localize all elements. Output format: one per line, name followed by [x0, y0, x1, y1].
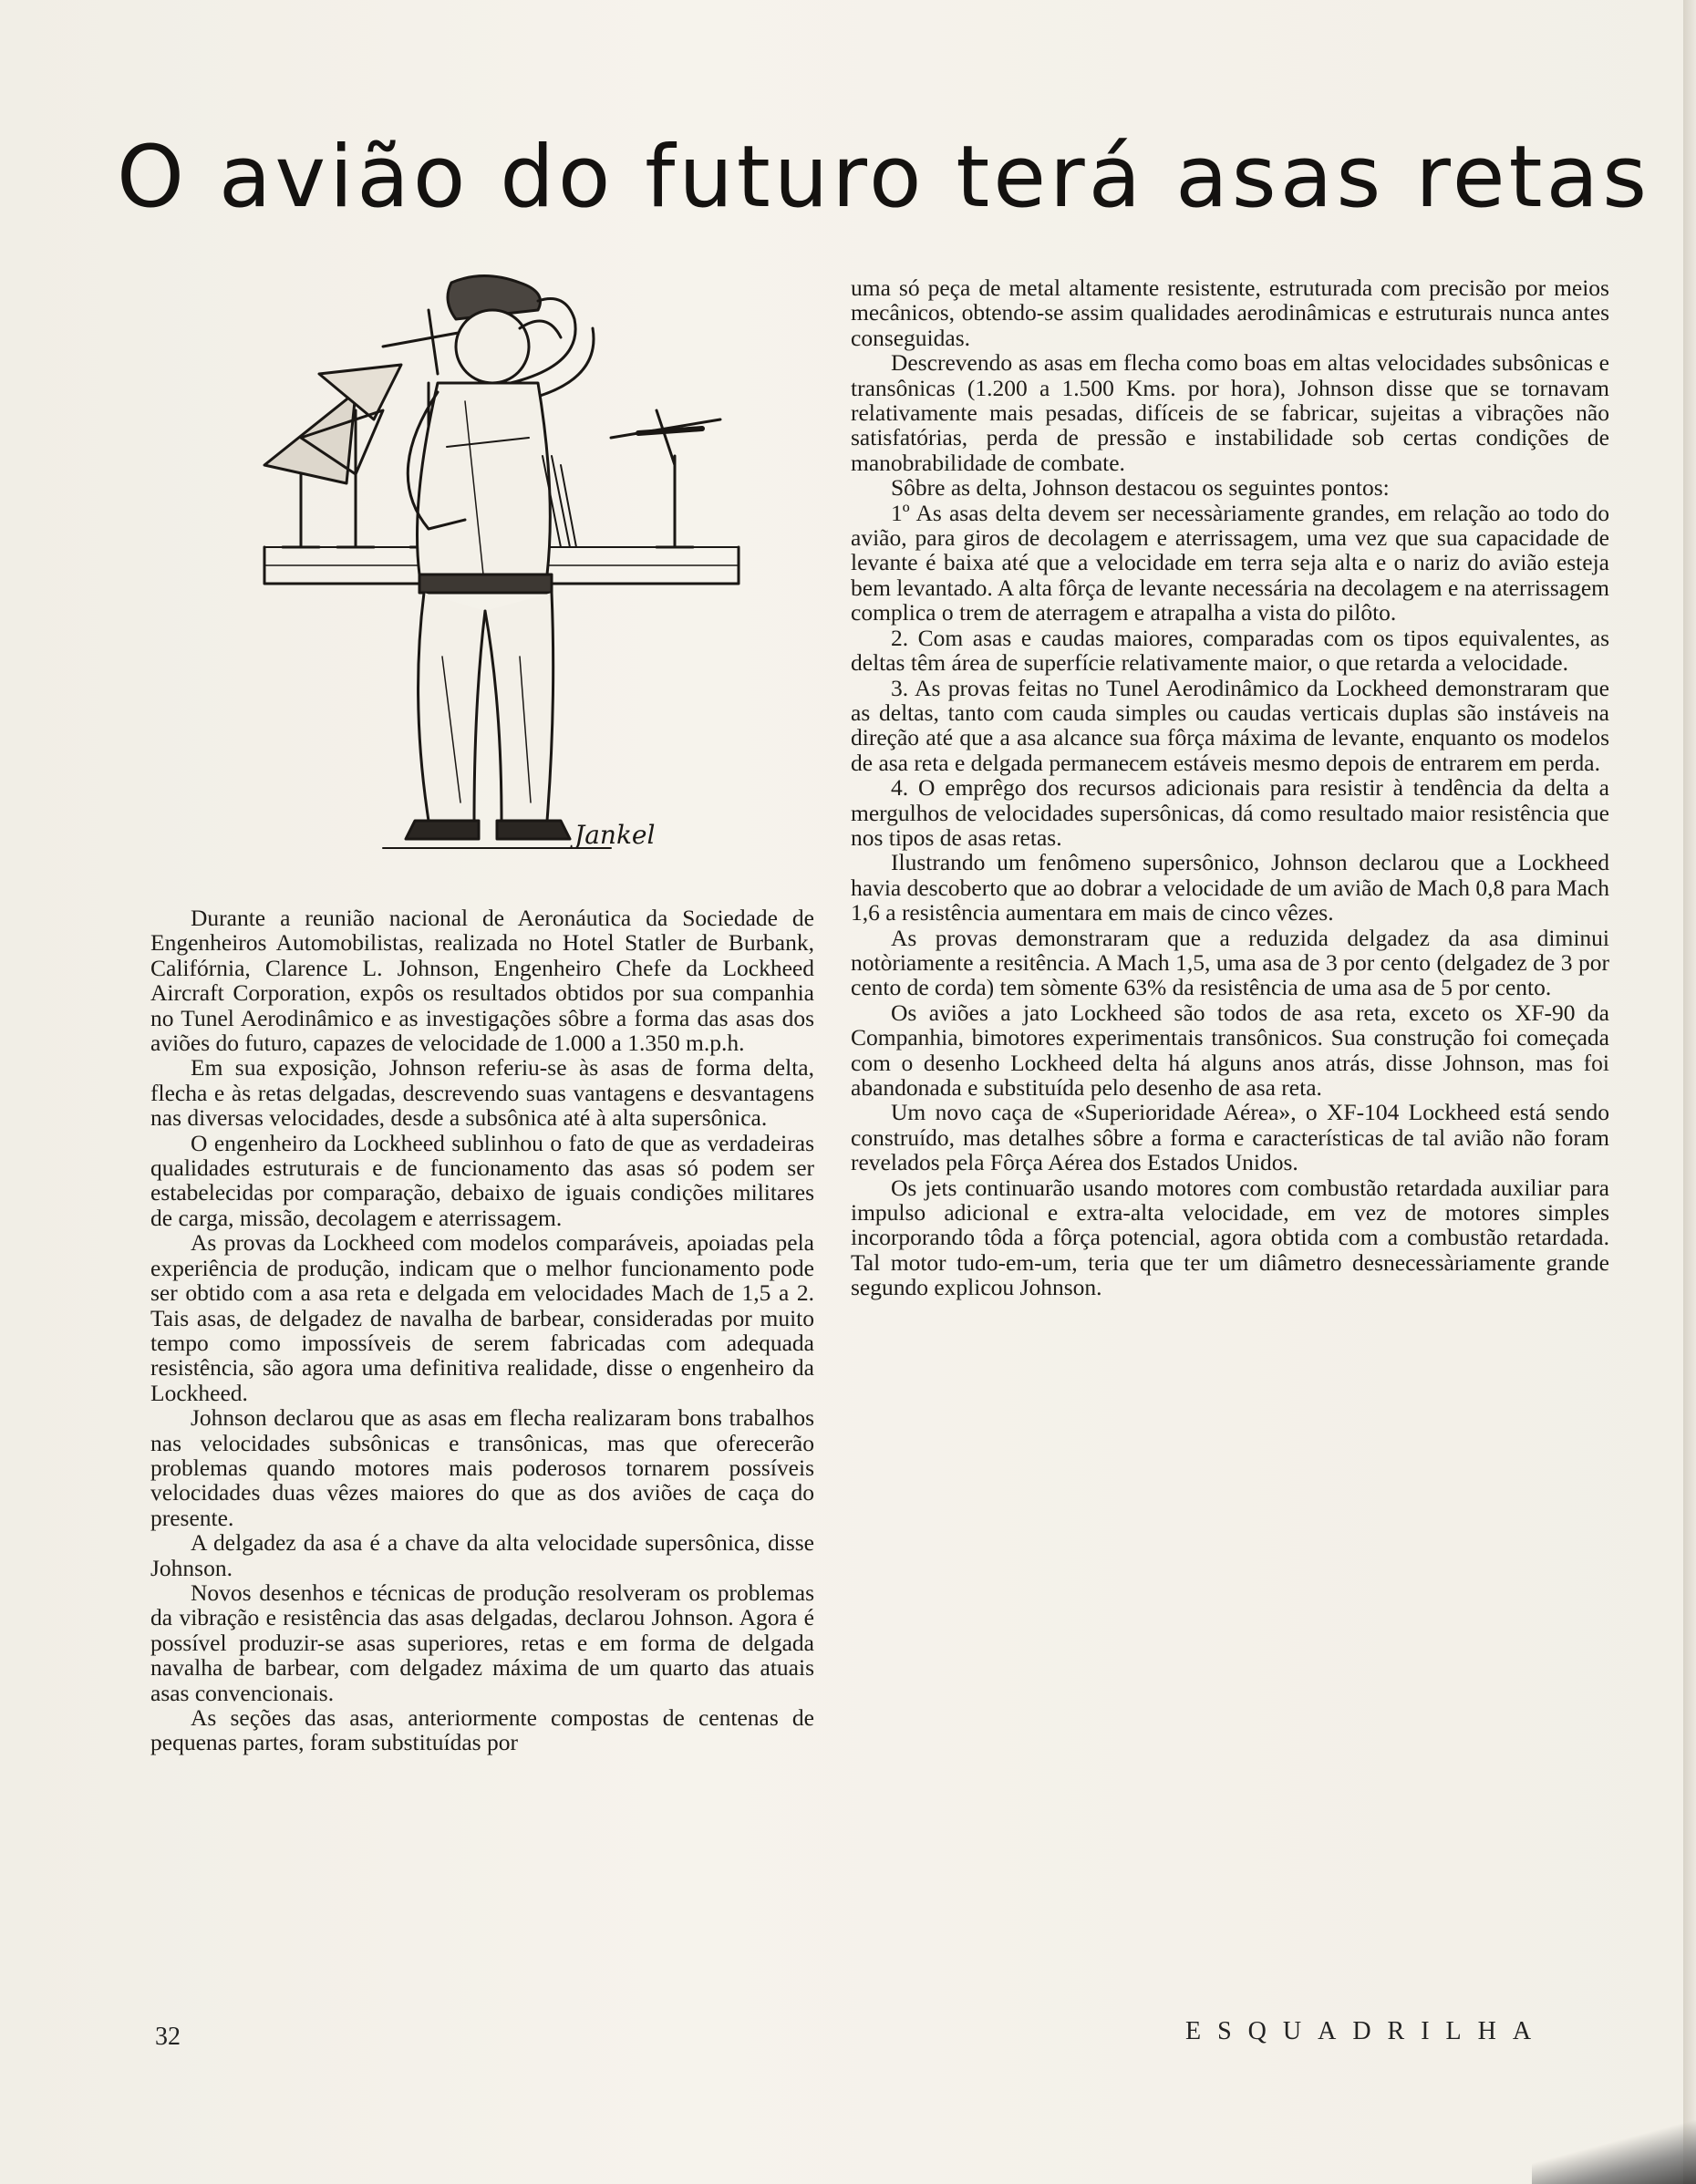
paragraph: 3. As provas feitas no Tunel Aerodinâmico da Lockheed demonstraram que as deltas, tanto com cauda simples ou caudas verticais duplas são instáveis na direção até que a asa alcance sua fôrça máxima de levante, enquanto os modelos de asa reta e delgada permanecem estáveis mesmo depois de entrarem em perda.	[851, 674, 1609, 776]
paragraph: Os aviões a jato Lockheed são todos de asa reta, exceto os XF-90 da Companhia, bimotores experimentais transônicos. Sua construção foi começada com o desenho Lockheed delta há alguns anos atrás, disse Johnson, mas foi abandonada e substituída pelo desenho de asa reta.	[851, 999, 1609, 1101]
paragraph: O engenheiro da Lockheed sublinhou o fato de que as verdadeiras qualidades estruturais e de funcionamento das asas só podem ser estabelecidas por comparação, debaixo de iguais condições militares de carga, missão, decolagem e aterrissagem.	[150, 1129, 814, 1231]
paragraph: Em sua exposição, Johnson referiu-se às asas de forma delta, flecha e às retas delgadas, descrevendo suas vantagens e desvantagens nas diversas velocidades, desde a subsônica até à alta supersônica.	[150, 1054, 814, 1132]
magazine-name: ESQUADRILHA	[1185, 2017, 1548, 2045]
paragraph: As provas da Lockheed com modelos comparáveis, apoiadas pela experiência de produção, indicam que o melhor funcionamento pode ser obtido com a asa reta e delgada em velocidades Mach de 1,5 a 2. Tais asas, de delgadez de navalha de barbear, consideradas por muito tempo como impossíveis de serem fabricadas com adequada resistência, são agora uma definitiva realidade, disse o engenheiro da Lockheed.	[150, 1229, 814, 1406]
paragraph: Novos desenhos e técnicas de produção resolveram os problemas da vibração e resistência das asas delgadas, declarou Johnson. Agora é possível produzir-se asas superiores, retas e em forma de delgada navalha de barbear, com delgadez máxima de um quarto das atuais asas convencionais.	[150, 1578, 814, 1706]
paragraph: A delgadez da asa é a chave da alta velocidade supersônica, disse Johnson.	[150, 1529, 814, 1581]
paragraph: As seções das asas, anteriormente compostas de centenas de pequenas partes, foram substituídas por	[150, 1704, 814, 1756]
page-curl	[1532, 2120, 1696, 2184]
paragraph: uma só peça de metal altamente resistente, estruturada com precisão por meios mecânicos, obtendo-se assim qualidades aerodinâmicas e estruturais nunca antes conseguidas.	[851, 274, 1609, 351]
paragraph: Sôbre as delta, Johnson destacou os seguintes pontos:	[891, 474, 1390, 502]
page-edge	[1683, 0, 1696, 2184]
article-left-column	[150, 906, 814, 1755]
paragraph: 4. O emprêgo dos recursos adicionais para resistir à tendência da delta a mergulhos de velocidades supersônicas, dá como resultado maior resistência que nos tipos de asas retas.	[851, 774, 1609, 851]
article-title: O avião do futuro terá asas retas	[117, 128, 1651, 227]
paragraph: Um novo caça de «Superioridade Aérea», o XF-104 Lockheed está sendo construído, mas detalhes sôbre a forma e características de tal avião não foram revelados pela Fôrça Aérea dos Estados Unidos.	[851, 1099, 1609, 1176]
paragraph: Os jets continuarão usando motores com combustão retardada auxiliar para impulso adicional e extra-alta velocidade, em vez de motores simples incorporando tôda a fôrça potencial, agora obtida com a combustão retardada. Tal motor tudo-em-um, teria que ter um diâmetro desnecessàriamente grande segundo explicou Johnson.	[851, 1174, 1609, 1301]
paragraph: 2. Com asas e caudas maiores, comparadas com os tipos equivalentes, as deltas têm área de superfície relativamente maior, o que retarda a velocidade.	[851, 624, 1609, 677]
paragraph: Ilustrando um fenômeno supersônico, Johnson declarou que a Lockheed havia descoberto que ao dobrar a velocidade de um avião de Mach 0,8 para Mach 1,6 a resistência aumentara em mais de cinco vêzes.	[851, 849, 1609, 926]
paragraph: Durante a reunião nacional de Aeronáutica da Sociedade de Engenheiros Automobilistas, realizada no Hotel Statler de Burbank, Califórnia, Clarence L. Johnson, Engenheiro Chefe da Lockheed Aircraft Corporation, expôs os resultados obtidos por sua companhia no Tunel Aerodinâmico e as investigações sôbre a forma das asas dos aviões do futuro, capazes de velocidade de 1.000 a 1.350 m.p.h.	[150, 905, 814, 1057]
page-number: 32	[155, 2023, 181, 2051]
artist-signature: Jankel	[574, 820, 656, 850]
pilot-illustration	[246, 274, 757, 875]
paragraph: 1º As asas delta devem ser necessàriamente grandes, em relação ao todo do avião, para giros de decolagem e aterrissagem, uma vez que sua capacidade de levante é baixa até que a velocidade em terra seja alta e o nariz do avião esteja bem levantado. A alta fôrça de levante necessária na decolagem e na aterrissagem complica o trem de aterragem e atrapalha a vista do pilôto.	[851, 499, 1609, 626]
article-right-column	[851, 275, 1609, 1300]
paragraph: Descrevendo as asas em flecha como boas em altas velocidades subsônicas e transônicas (1.200 a 1.500 Kms. por hora), Johnson disse que se tornavam relativamente mais pesadas, difíceis de se fabricar, sujeitas a vibrações não satisfatórias, perda de pressão e instabilidade sob certas condições de manobrabilidade de combate.	[851, 349, 1609, 476]
paragraph: As provas demonstraram que a reduzida delgadez da asa diminui notòriamente a resitência. A Mach 1,5, uma asa de 3 por cento (delgadez de 3 por cento de corda) tem sòmente 63% da resistência de uma asa de 5 por cento.	[851, 924, 1609, 1001]
paragraph: Johnson declarou que as asas em flecha realizaram bons trabalhos nas velocidades subsônicas e transônicas, mas que oferecerão problemas quando motores mais poderosos tornarem possíveis velocidades duas vêzes maiores do que as dos aviões de caça do presente.	[150, 1404, 814, 1531]
